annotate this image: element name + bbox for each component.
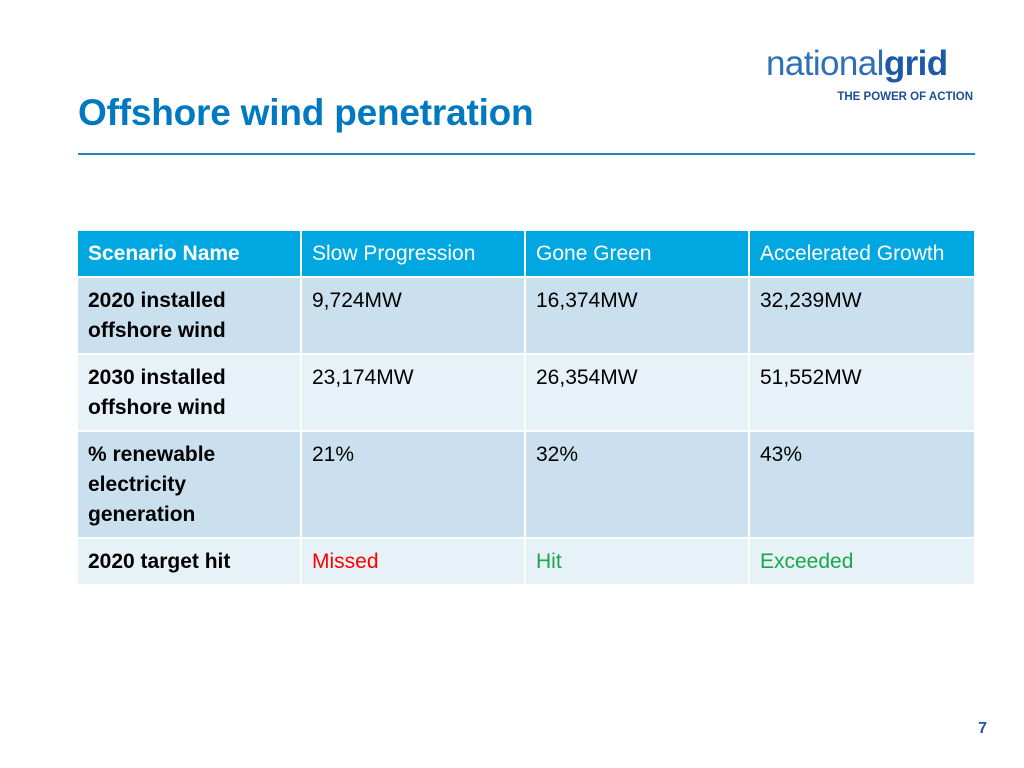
title-divider bbox=[78, 153, 975, 155]
table-cell: 43% bbox=[749, 431, 975, 538]
table-row bbox=[77, 538, 975, 585]
scenario-table bbox=[76, 229, 976, 586]
header-scenario-name: Scenario Name bbox=[77, 230, 301, 277]
table-cell: 16,374MW bbox=[525, 277, 749, 354]
row-label: 2030 installed offshore wind bbox=[77, 354, 301, 431]
table-row bbox=[77, 277, 975, 354]
logo-wordmark bbox=[766, 44, 948, 84]
logo-word-grid: grid bbox=[883, 44, 948, 83]
slide-title: Offshore wind penetration bbox=[78, 92, 534, 133]
header-slow-progression: Slow Progression bbox=[301, 230, 525, 277]
header-gone-green: Gone Green bbox=[525, 230, 749, 277]
table-cell: 32% bbox=[525, 431, 749, 538]
logo-word-national: national bbox=[766, 44, 884, 83]
row-label: 2020 target hit bbox=[77, 538, 301, 585]
status-hit: Hit bbox=[525, 538, 749, 585]
table-header-row bbox=[77, 230, 975, 277]
table-cell: 21% bbox=[301, 431, 525, 538]
table-cell: 51,552MW bbox=[749, 354, 975, 431]
row-label: % renewable electricity generation bbox=[77, 431, 301, 538]
row-label: 2020 installed offshore wind bbox=[77, 277, 301, 354]
table-cell: 23,174MW bbox=[301, 354, 525, 431]
logo-tagline: THE POWER OF ACTION bbox=[837, 91, 973, 103]
page-number: 7 bbox=[978, 720, 987, 737]
table-cell: 9,724MW bbox=[301, 277, 525, 354]
national-grid-logo bbox=[766, 44, 974, 106]
status-exceeded: Exceeded bbox=[749, 538, 975, 585]
table-row bbox=[77, 354, 975, 431]
table-cell: 32,239MW bbox=[749, 277, 975, 354]
table-cell: 26,354MW bbox=[525, 354, 749, 431]
status-missed: Missed bbox=[301, 538, 525, 585]
header-accelerated-growth: Accelerated Growth bbox=[749, 230, 975, 277]
table-row bbox=[77, 431, 975, 538]
